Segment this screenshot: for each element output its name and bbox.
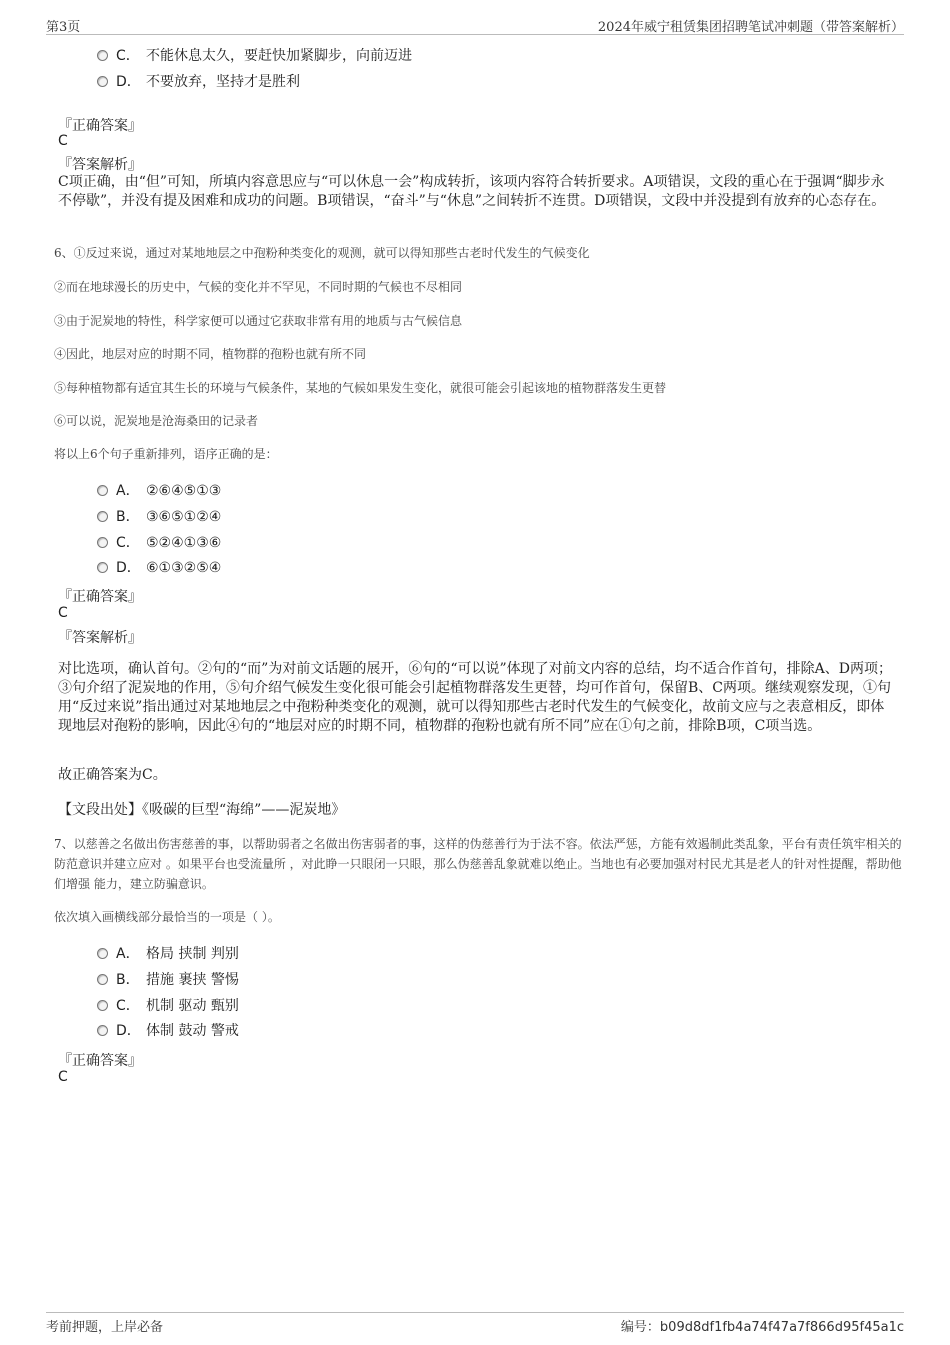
q6-sentence-5: ⑤每种植物都有适宜其生长的环境与气候条件，某地的气候如果发生变化，就很可能会引起该地的植物群落发生更替 <box>54 381 667 395</box>
q6-conclusion: 故正确答案为C。 <box>58 767 167 783</box>
q5-analysis-label: 『答案解析』 <box>58 157 142 173</box>
q7-option-c[interactable]: C． 机制 驱动 甄别 <box>97 996 239 1016</box>
q6-sentence-6: ⑥可以说，泥炭地是沧海桑田的记录者 <box>54 414 259 428</box>
radio-icon[interactable] <box>97 76 108 87</box>
q7-text: 7、以慈善之名做出伤害慈善的事，以帮助弱者之名做出伤害弱者的事，这样的伪慈善行为于法不容。依法严惩，方能有效遏制此类乱象，平台有责任筑牢相关的防范意识并建立应对 。如果平台也受流量所 ，对此睁一只眼闭一只眼，那么伪慈善乱象就难以绝止。当地也有必要加强对村民尤其是老人的针对性提醒，帮助他们增强 能力，建立防骗意识。 <box>54 837 902 891</box>
q6-option-a[interactable]: A． ②⑥④⑤①③ <box>97 481 221 501</box>
radio-icon[interactable] <box>97 1000 108 1011</box>
radio-icon[interactable] <box>97 948 108 959</box>
q6-analysis-label: 『答案解析』 <box>58 630 142 646</box>
q6-prompt: 将以上6个句子重新排列，语序正确的是： <box>54 447 278 461</box>
q7-answer-label: 『正确答案』 <box>58 1053 142 1069</box>
q6-source: 【文段出处】《吸碳的巨型“海绵”——泥炭地》 <box>58 802 346 818</box>
q6-sentence-1: 6、①反过来说，通过对某地地层之中孢粉种类变化的观测，就可以得知那些古老时代发生的气候变化 <box>54 246 590 260</box>
q6-sentence-3: ③由于泥炭地的特性，科学家便可以通过它获取非常有用的地质与古气候信息 <box>54 314 463 328</box>
radio-icon[interactable] <box>97 50 108 61</box>
radio-icon[interactable] <box>97 511 108 522</box>
q6-option-d[interactable]: D． ⑥①③②⑤④ <box>97 558 221 578</box>
page-footer <box>46 1312 904 1339</box>
q7-option-d[interactable]: D． 体制 鼓动 警戒 <box>97 1021 239 1041</box>
q5-option-d[interactable]: D． 不要放弃，坚持才是胜利 <box>97 72 300 92</box>
q6-sentence-2: ②而在地球漫长的历史中，气候的变化并不罕见，不同时期的气候也不尽相同 <box>54 280 463 294</box>
radio-icon[interactable] <box>97 537 108 548</box>
q7-prompt: 依次填入画横线部分最恰当的一项是（ ）。 <box>54 910 280 924</box>
q6-option-c[interactable]: C． ⑤②④①③⑥ <box>97 533 221 553</box>
q5-analysis: C项正确，由“但”可知，所填内容意思应与“可以休息一会”构成转折，该项内容符合转折要求。A项错误，文段的重心在于强调“脚步永不停歇”，并没有提及困难和成功的问题。B项错误，“奋斗”与“休息”之间转折不连贯。D项错误，文段中并没提到有放弃的心态存在。 <box>58 174 886 209</box>
document-id <box>621 1316 904 1335</box>
document-id-value: b09d8df1fb4a74f47a7f866d95f45a1c <box>659 1320 904 1335</box>
page-header <box>46 14 904 35</box>
footer-slogan: 考前押题，上岸必备 <box>46 1320 164 1335</box>
radio-icon[interactable] <box>97 562 108 573</box>
q5-answer: C <box>58 133 68 149</box>
q6-analysis: 对比选项，确认首句。②句的“而”为对前文话题的展开，⑥句的“可以说”体现了对前文内容的总结，均不适合作首句，排除A、D两项；③句介绍了泥炭地的作用，⑤句介绍气候发生变化很可能会引起植物群落发生更替，均可作首句，保留B、C两项。继续观察发现，①句用“反过来说”指出通过对某地地层之中孢粉种类变化的观测，就可以得知那些古老时代发生的气候变化，故前文应与之表意相反，即体现地层对孢粉的影响，因此④句的“地层对应的时期不同，植物群的孢粉也就有所不同”应在①句之前，排除B项，C项当选。 <box>58 661 892 734</box>
radio-icon[interactable] <box>97 485 108 496</box>
q5-option-c[interactable]: C． 不能休息太久，要赶快加紧脚步，向前迈进 <box>97 46 412 66</box>
page-number: 第3页 <box>46 20 81 35</box>
document-title: 2024年威宁租赁集团招聘笔试冲刺题（带答案解析） <box>597 20 904 35</box>
q6-answer: C <box>58 605 68 621</box>
q7-option-a[interactable]: A． 格局 挟制 判别 <box>97 944 239 964</box>
q7-option-b[interactable]: B． 措施 裹挟 警惕 <box>97 970 239 990</box>
q6-answer-label: 『正确答案』 <box>58 589 142 605</box>
document-id-label: 编号： <box>620 1320 660 1335</box>
q6-sentence-4: ④因此，地层对应的时期不同，植物群的孢粉也就有所不同 <box>54 347 367 361</box>
q5-answer-label: 『正确答案』 <box>58 118 142 134</box>
q6-option-b[interactable]: B． ③⑥⑤①②④ <box>97 507 221 527</box>
q7-answer: C <box>58 1069 68 1085</box>
radio-icon[interactable] <box>97 1025 108 1036</box>
radio-icon[interactable] <box>97 974 108 985</box>
